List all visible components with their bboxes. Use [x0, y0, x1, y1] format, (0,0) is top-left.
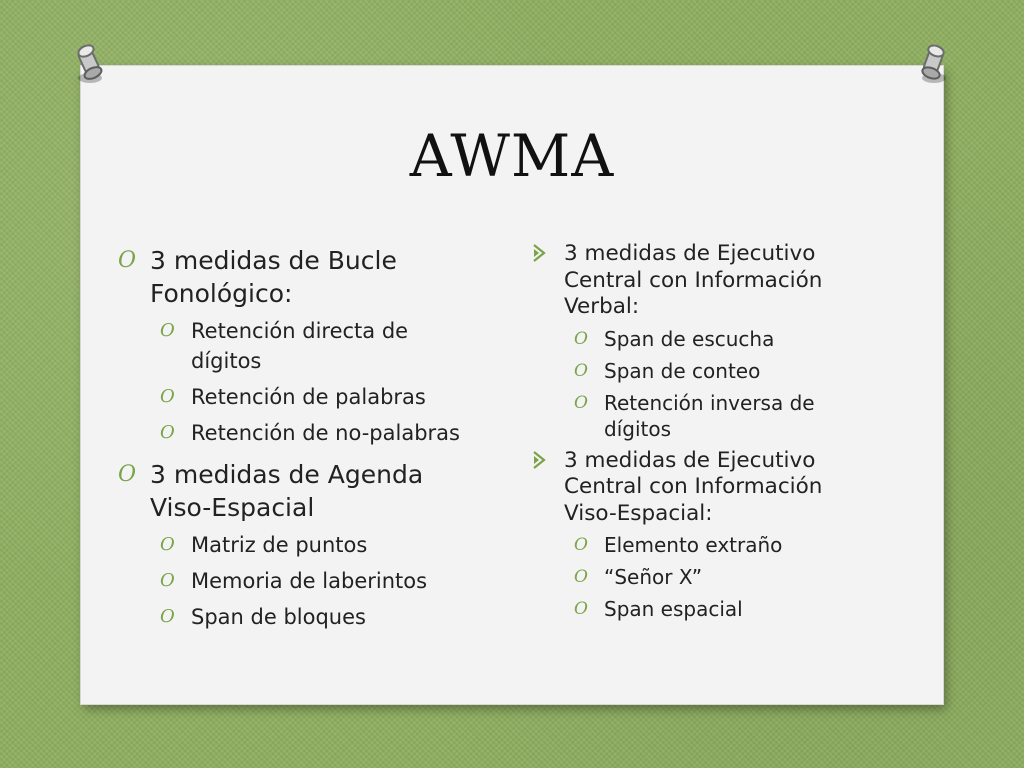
sub-list-item: [530, 390, 870, 442]
o-bullet-icon: O: [118, 462, 137, 487]
pushpin-icon: [914, 42, 954, 86]
right-column: [530, 241, 870, 628]
arrow-bullet-icon: [530, 449, 548, 471]
o-bullet-icon: O: [160, 534, 175, 555]
sub-list-item: [118, 316, 478, 376]
sub-list-item: [118, 418, 478, 448]
o-bullet-icon: O: [574, 599, 588, 619]
sub-list-item-text: Retención de no-palabras: [191, 421, 460, 445]
sub-list-item: [530, 326, 870, 352]
slide-title: AWMA: [409, 122, 615, 190]
sub-list-item: [118, 566, 478, 596]
sub-list-item-text: Retención directa de dígitos: [191, 319, 409, 373]
list-item-text: 3 medidas de Agenda Viso-Espacial: [150, 460, 424, 522]
o-bullet-icon: O: [160, 386, 175, 407]
sub-list-item-text: Memoria de laberintos: [191, 569, 428, 593]
list-item-ejecutivo-verbal: [530, 241, 870, 321]
sub-list-item: [530, 358, 870, 384]
o-bullet-icon: O: [160, 320, 175, 341]
sub-list-item: [118, 382, 478, 412]
o-bullet-icon: O: [160, 422, 175, 443]
list-item-text: 3 medidas de Bucle Fonológico:: [150, 246, 397, 308]
o-bullet-icon: O: [160, 606, 175, 627]
o-bullet-icon: O: [574, 392, 588, 413]
sub-list-item-text: Span de escucha: [604, 326, 775, 351]
sub-list-item-text: Matriz de puntos: [191, 533, 368, 557]
list-item-agenda-viso-espacial: [118, 458, 478, 524]
sub-list-item-text: Retención de palabras: [191, 385, 426, 409]
pushpin-icon: [68, 42, 108, 86]
sub-list-item-text: Span de conteo: [604, 358, 761, 383]
sub-list-item-text: Span espacial: [604, 597, 743, 621]
sub-list-item: [530, 532, 870, 558]
sub-list-item: [530, 596, 870, 622]
sub-list-item-text: “Señor X”: [604, 565, 703, 589]
o-bullet-icon: O: [574, 328, 588, 349]
arrow-bullet-icon: [530, 242, 548, 264]
list-item-text: 3 medidas de Ejecutivo Central con Información Viso-Espacial:: [564, 447, 823, 526]
sub-list-item: [530, 564, 870, 590]
sub-list-item-text: Elemento extraño: [604, 533, 783, 557]
o-bullet-icon: O: [160, 570, 175, 591]
o-bullet-icon: O: [118, 248, 137, 273]
list-item-text: 3 medidas de Ejecutivo Central con Información Verbal:: [564, 241, 823, 319]
sub-list-item: [118, 530, 478, 560]
o-bullet-icon: O: [574, 360, 588, 381]
left-column: [118, 244, 478, 638]
o-bullet-icon: O: [574, 567, 588, 587]
list-item-ejecutivo-viso-espacial: [530, 448, 870, 528]
list-item-bucle-fonologico: [118, 244, 478, 310]
sub-list-item: [118, 602, 478, 632]
o-bullet-icon: O: [574, 535, 588, 555]
sub-list-item-text: Retención inversa de dígitos: [604, 390, 815, 441]
sub-list-item-text: Span de bloques: [191, 605, 366, 629]
